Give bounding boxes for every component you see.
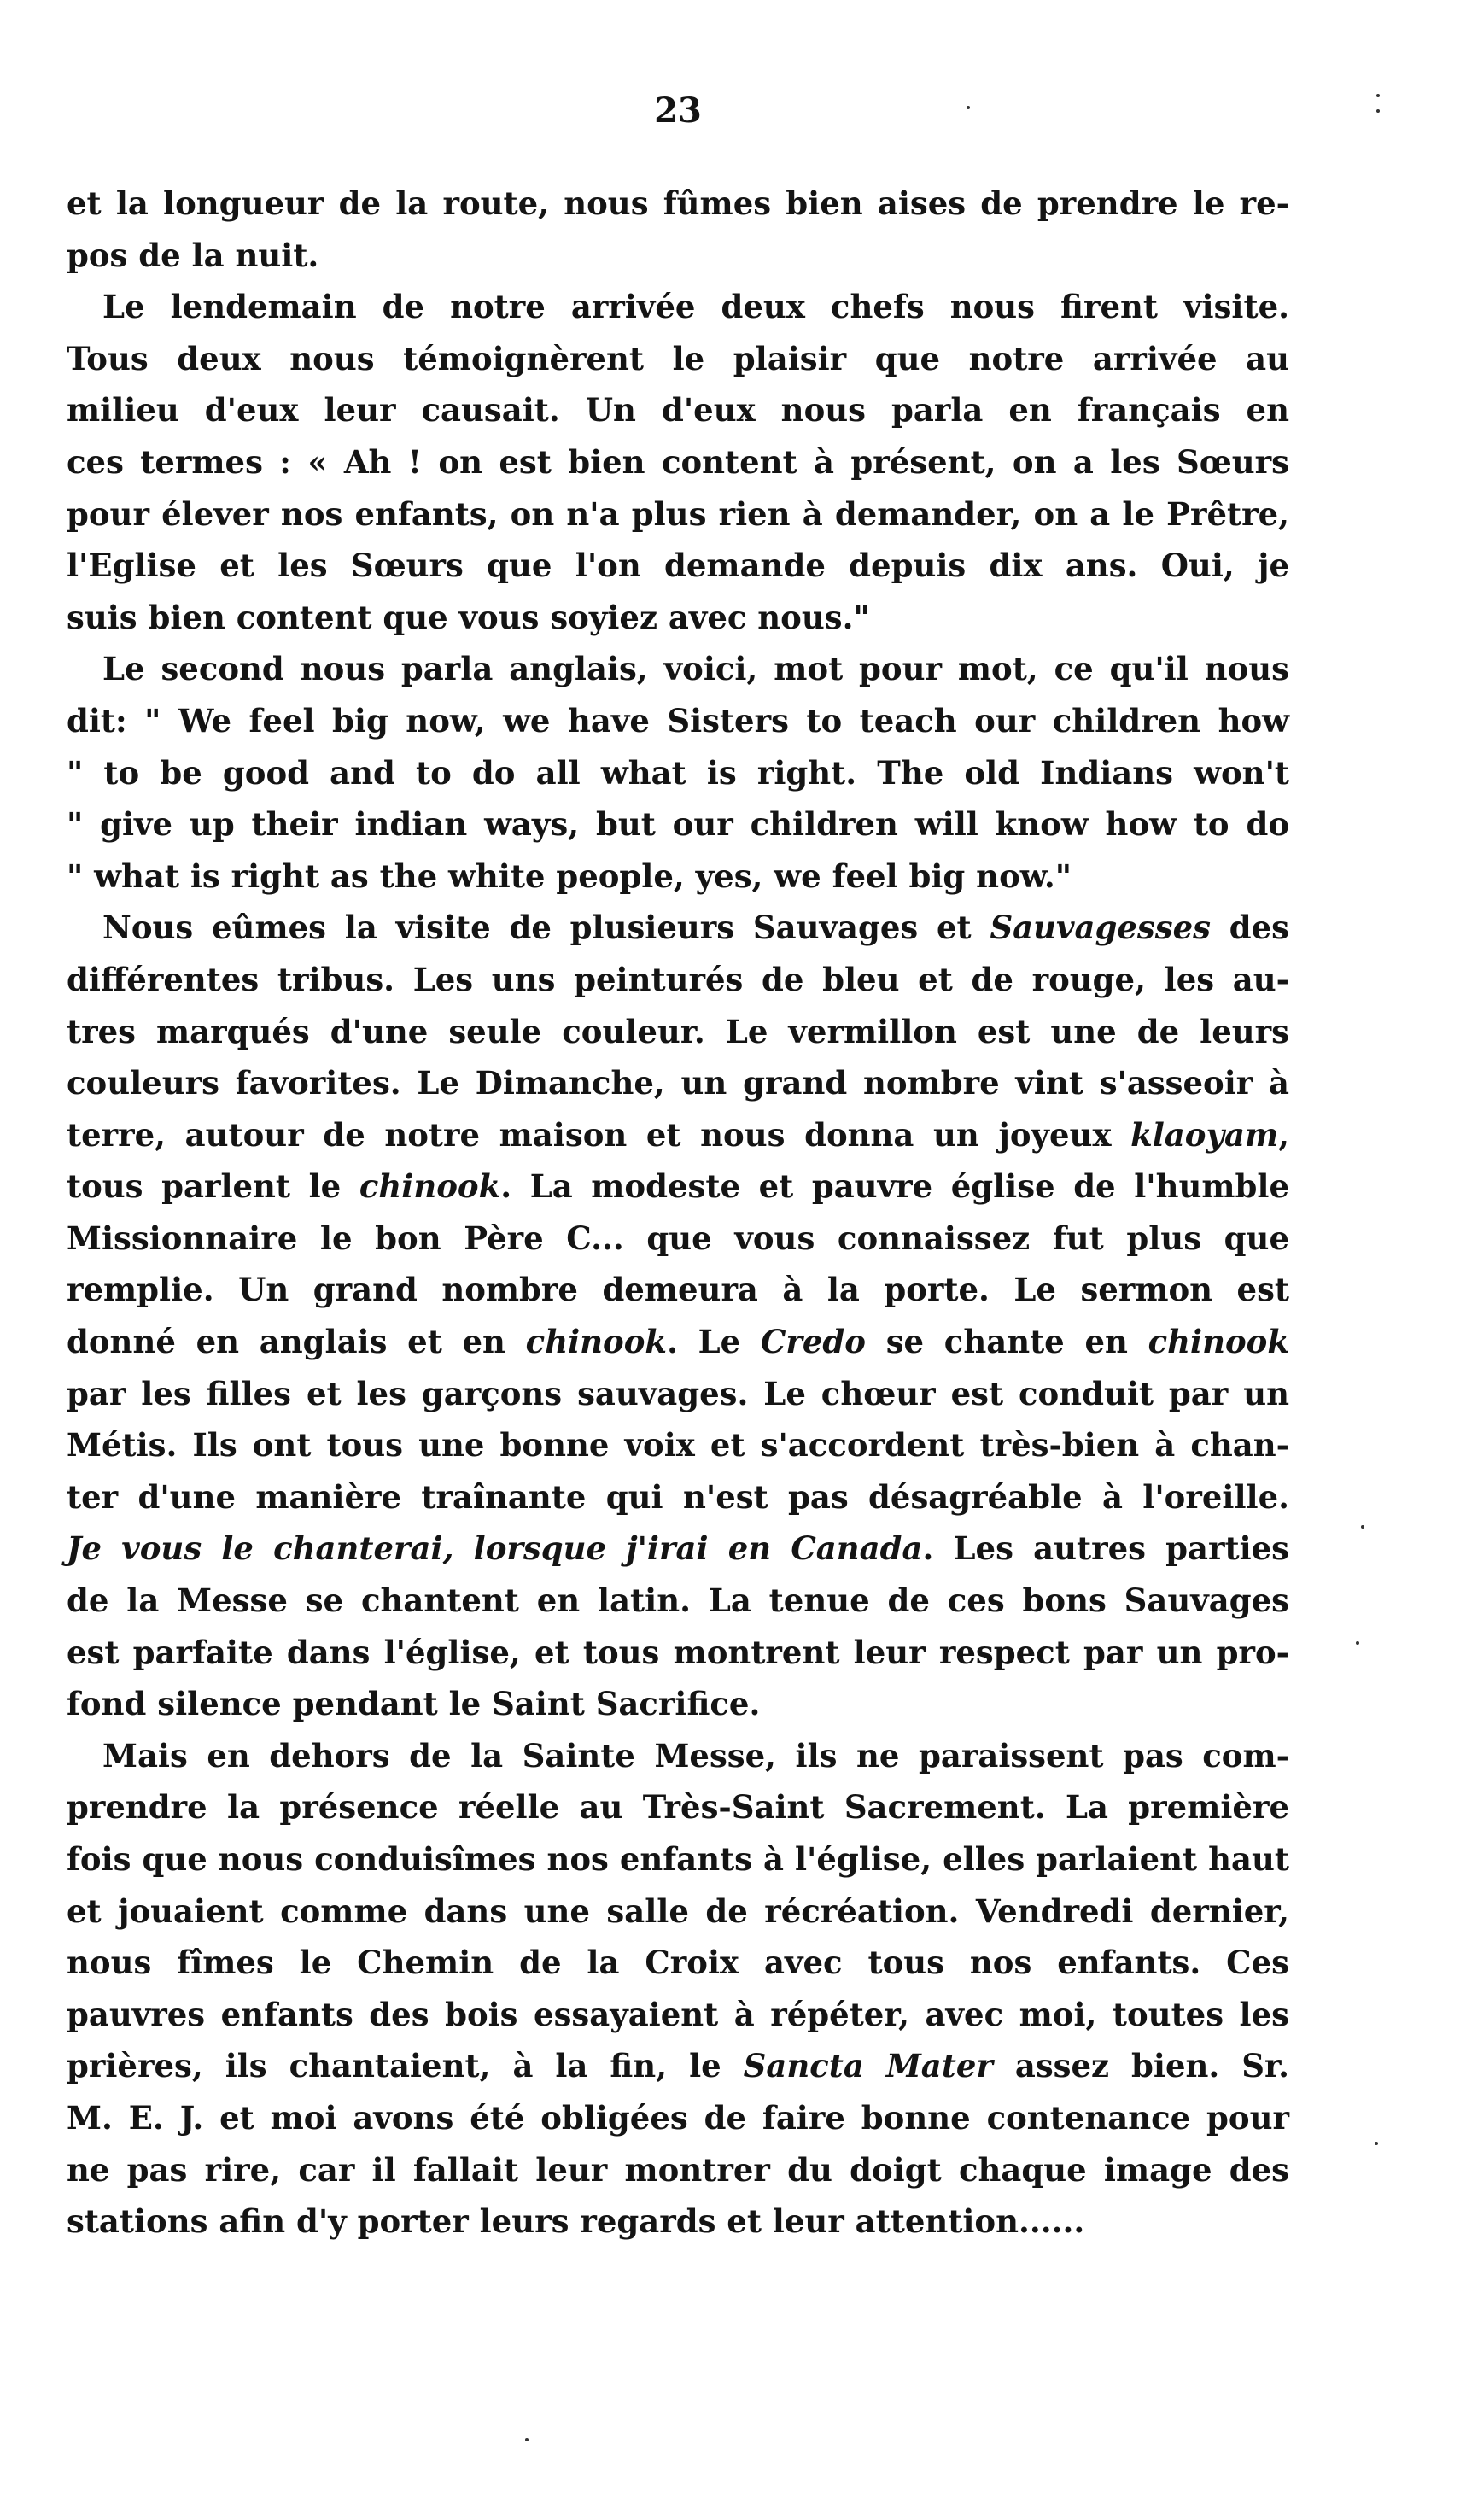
text-line: prendre la présence réelle au Très-Saint Sacrement. La première	[67, 1788, 1289, 1827]
text-line: différentes tribus. Les uns peinturés de bleu et de rouge, les au-	[67, 960, 1289, 998]
book-page	[67, 0, 1289, 2520]
text-line: tres marqués d'une seule couleur. Le vermillon est une de leurs	[67, 1012, 1289, 1050]
text-line: remplie. Un grand nombre demeura à la porte. Le sermon est	[67, 1271, 1289, 1309]
print-speck	[1376, 109, 1380, 113]
paragraph-5	[67, 1730, 1289, 2248]
text-line: stations afin d'y porter leurs regards et leur attention......	[67, 2202, 1085, 2241]
text-line: par les filles et les garçons sauvages. Le chœur est conduit par un	[67, 1374, 1289, 1412]
italic-term: klaoyam	[1130, 1115, 1279, 1154]
text-line: Missionnaire le bon Père C... que vous connaissez fut plus que	[67, 1219, 1289, 1257]
text-line: nous fîmes le Chemin de la Croix avec tous nos enfants. Ces	[67, 1944, 1289, 1982]
print-speck	[1356, 1641, 1359, 1645]
text-line: suis bien content que vous soyiez avec nous."	[67, 598, 870, 636]
italic-term: Je vous le chanterai, lorsque j'irai en Canada	[67, 1529, 923, 1568]
text-line: fois que nous conduisîmes nos enfants à l'église, elles parlaient haut	[67, 1840, 1289, 1878]
print-speck	[525, 2438, 529, 2441]
italic-term: Sauvagesses	[990, 909, 1211, 947]
text-line: donné en anglais et en chinook. Le Credo se chante en chinook	[67, 1323, 1289, 1361]
text-line: fond silence pendant le Saint Sacrifice.	[67, 1685, 761, 1723]
italic-term: chinook	[359, 1167, 501, 1206]
text-line: Nous eûmes la visite de plusieurs Sauvages et Sauvagesses des	[102, 909, 1290, 947]
text-line: " to be good and to do all what is right. The old Indians won't	[67, 753, 1289, 792]
text-line: terre, autour de notre maison et nous donna un joyeux klaoyam,	[67, 1115, 1289, 1154]
paragraph-1	[67, 178, 1289, 281]
text-line: " what is right as the white people, yes, we feel big now."	[67, 857, 1072, 895]
text-line: et jouaient comme dans une salle de récréation. Vendredi dernier,	[67, 1891, 1289, 1930]
italic-term: Credo	[760, 1323, 866, 1361]
text-line: Mais en dehors de la Sainte Messe, ils ne paraissent pas com-	[102, 1736, 1289, 1775]
italic-term: chinook	[525, 1323, 668, 1361]
print-speck	[1375, 2142, 1378, 2145]
text-line: M. E. J. et moi avons été obligées de faire bonne contenance pour	[67, 2098, 1289, 2137]
text-line: prières, ils chantaient, à la fin, le Sancta Mater assez bien. Sr.	[67, 2047, 1289, 2085]
text-line: Je vous le chanterai, lorsque j'irai en Canada. Les autres parties	[67, 1529, 1289, 1568]
print-speck	[1376, 94, 1380, 97]
text-line: tous parlent le chinook. La modeste et pauvre église de l'humble	[67, 1167, 1290, 1206]
page-body	[67, 178, 1289, 2248]
page-number: 23	[654, 91, 702, 131]
text-line: dit: " We feel big now, we have Sisters to teach our children how	[67, 701, 1289, 740]
text-line: pour élever nos enfants, on n'a plus rien à demander, on a le Prêtre,	[67, 494, 1289, 533]
text-line: est parfaite dans l'église, et tous montrent leur respect par un pro-	[67, 1633, 1289, 1671]
text-line: Tous deux nous témoignèrent le plaisir que notre arrivée au	[67, 339, 1289, 377]
text-line: pauvres enfants des bois essayaient à répéter, avec moi, toutes les	[67, 1995, 1289, 2033]
print-speck	[967, 106, 970, 109]
text-line: et la longueur de la route, nous fûmes bien aises de prendre le re-	[67, 184, 1289, 222]
italic-term: chinook	[1148, 1323, 1289, 1361]
text-line: ter d'une manière traînante qui n'est pas désagréable à l'oreille.	[67, 1477, 1289, 1516]
text-line: milieu d'eux leur causait. Un d'eux nous parla en français en	[67, 391, 1289, 430]
text-line: couleurs favorites. Le Dimanche, un grand nombre vint s'asseoir à	[67, 1064, 1289, 1102]
text-line: pos de la nuit.	[67, 236, 319, 274]
paragraph-4	[67, 902, 1289, 1730]
text-line: ces termes : « Ah ! on est bien content à présent, on a les Sœurs	[67, 442, 1289, 481]
text-line: de la Messe se chantent en latin. La tenue de ces bons Sauvages	[67, 1582, 1289, 1620]
paragraph-3	[67, 643, 1289, 902]
text-line: ne pas rire, car il fallait leur montrer du doigt chaque image des	[67, 2150, 1289, 2189]
text-line: " give up their indian ways, but our children will know how to do	[67, 805, 1289, 844]
text-line: Le second nous parla anglais, voici, mot pour mot, ce qu'il nous	[102, 650, 1289, 688]
paragraph-2	[67, 281, 1289, 643]
italic-term: Sancta Mater	[743, 2047, 993, 2085]
text-line: l'Eglise et les Sœurs que l'on demande depuis dix ans. Oui, je	[67, 547, 1289, 585]
text-line: Métis. Ils ont tous une bonne voix et s'accordent très-bien à chan-	[67, 1426, 1289, 1465]
print-speck	[1361, 1525, 1364, 1529]
text-line: Le lendemain de notre arrivée deux chefs nous firent visite.	[102, 288, 1289, 326]
